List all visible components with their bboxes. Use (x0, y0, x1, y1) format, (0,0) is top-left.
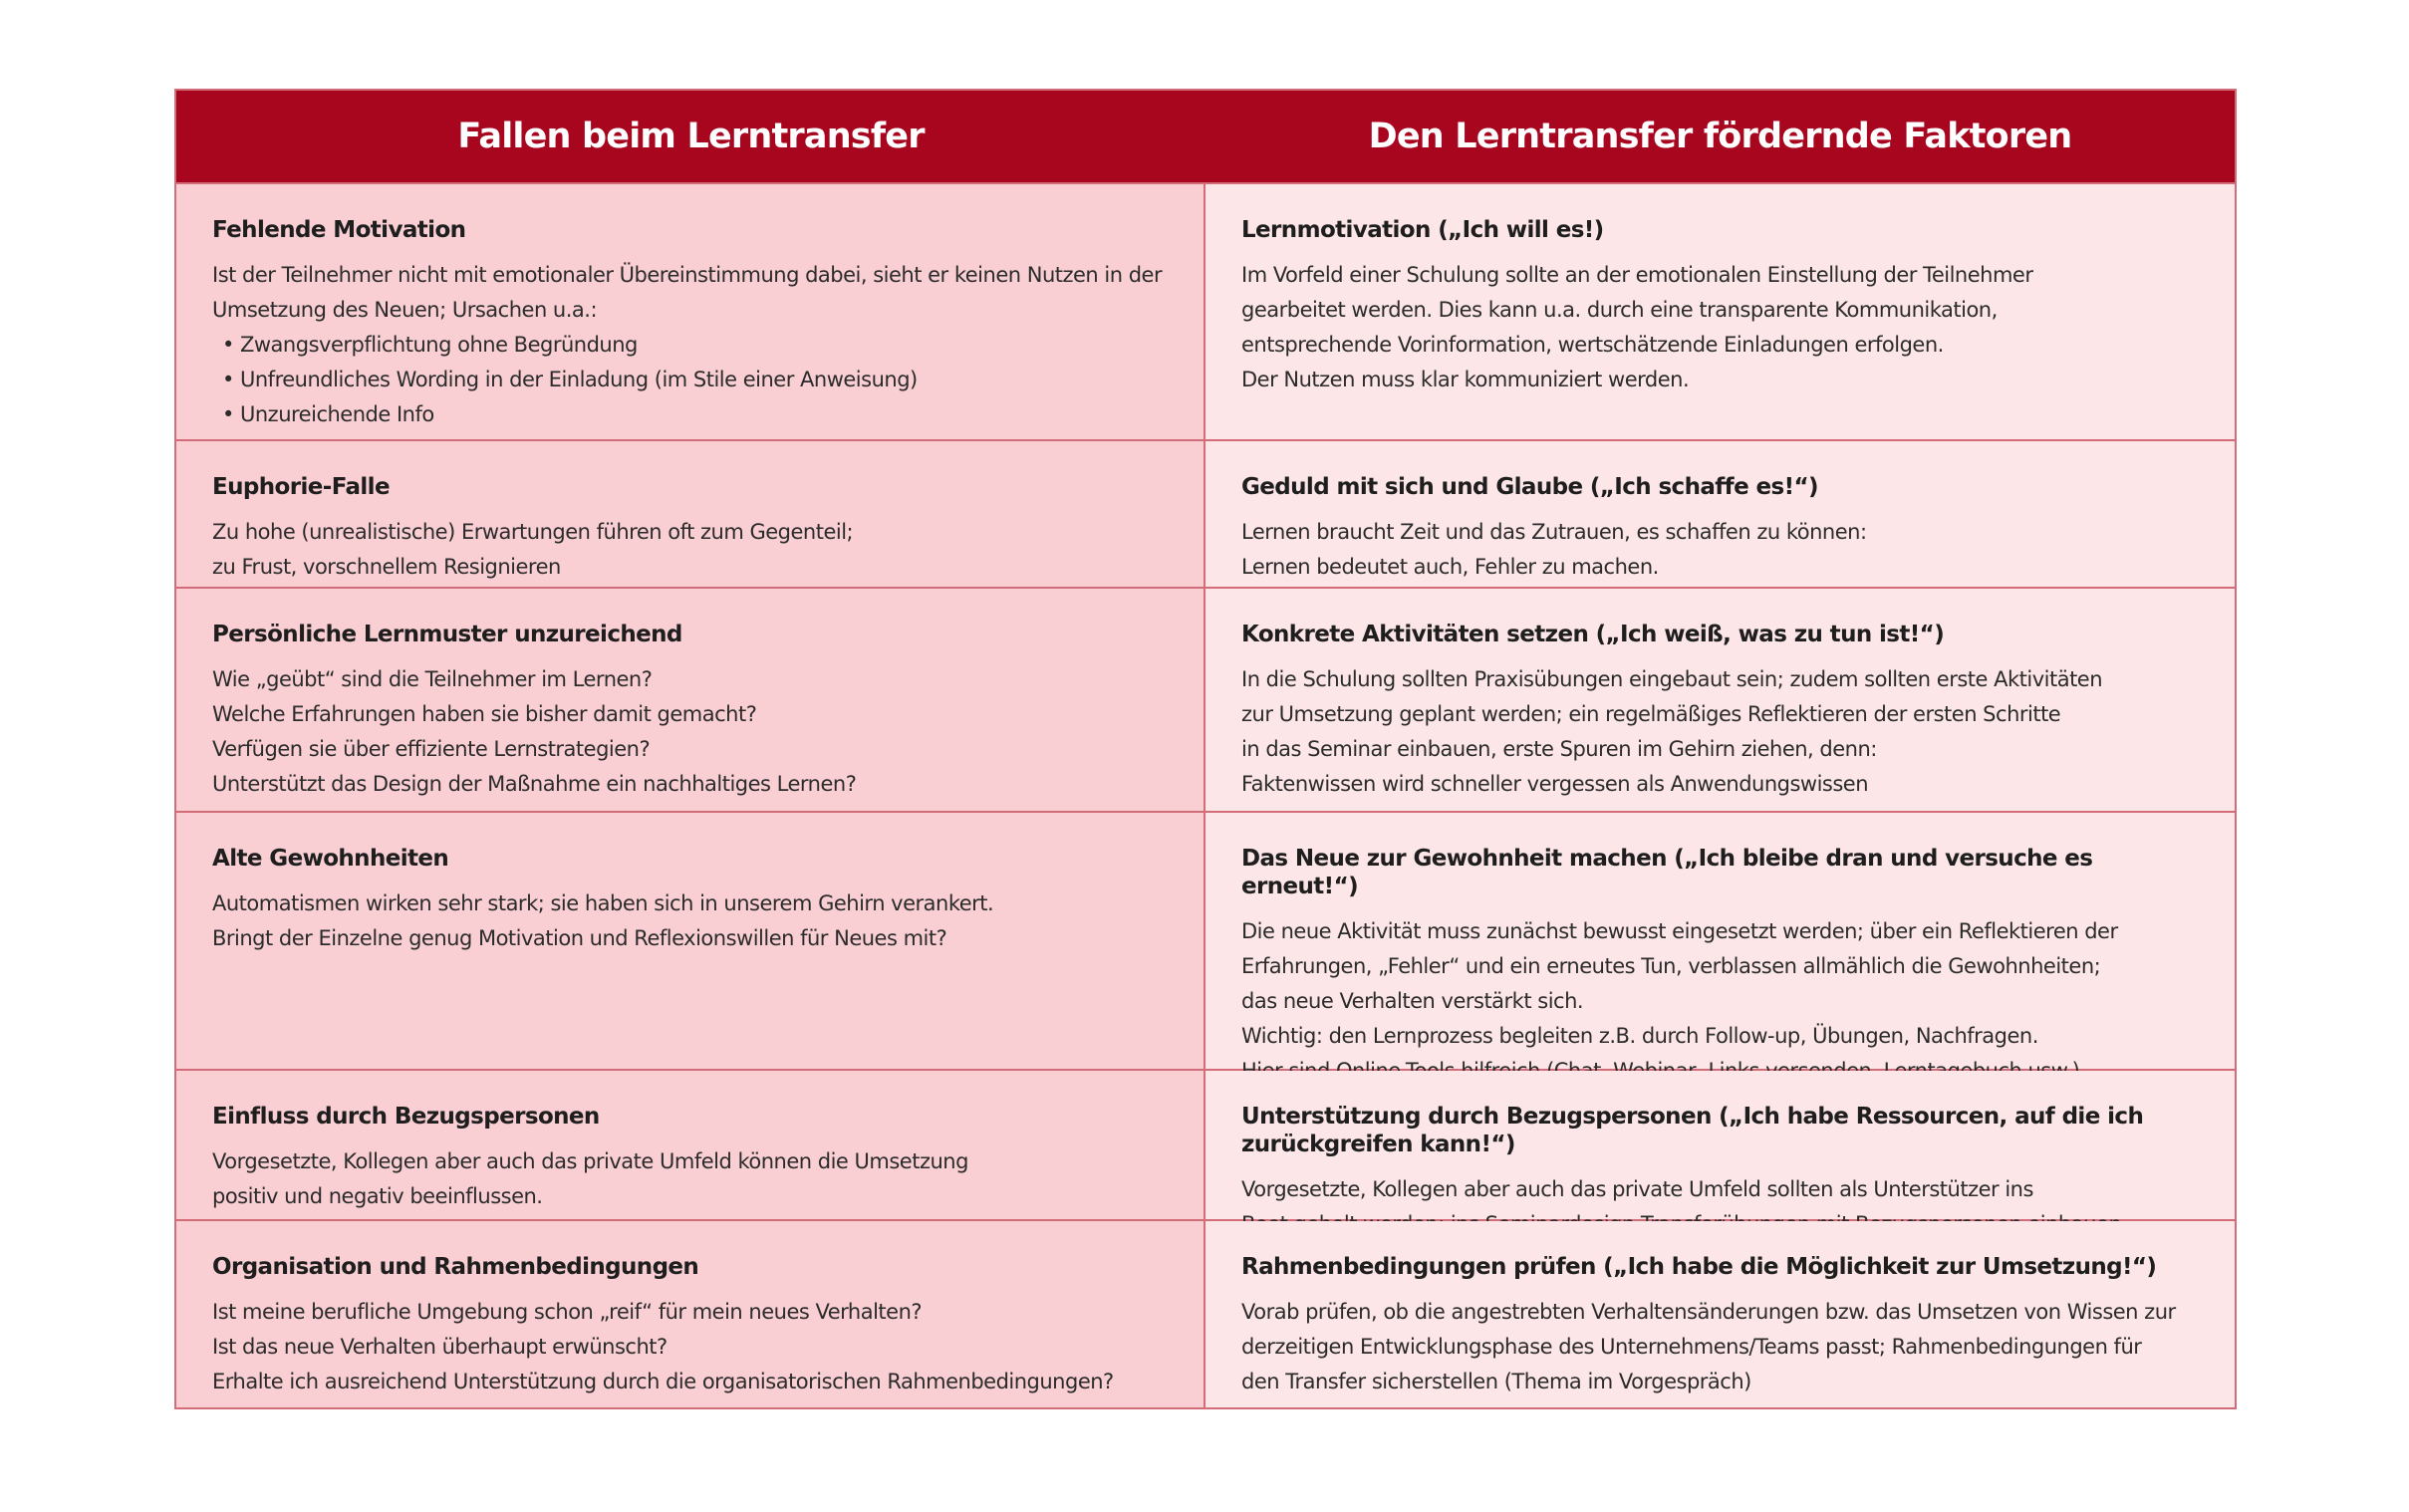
pitfall-title: Persönliche Lernmuster unzureichend (212, 622, 682, 647)
factor-title: Rahmenbedingungen prüfen („Ich habe die Möglichkeit zur Umsetzung!“) (1241, 1254, 2157, 1280)
text-line: zur Umsetzung geplant werden; ein regelmäßiges Reflektieren der ersten Schritte (1241, 702, 2061, 726)
table-body (176, 182, 2235, 1407)
text-line: Erfahrungen, „Fehler“ und ein erneutes Tun, verblassen allmählich die Gewohnheiten; (1241, 954, 2101, 978)
text-line: Zu hohe (unrealistische) Erwartungen führen oft zum Gegenteil; (212, 520, 854, 544)
text-line: Wie „geübt“ sind die Teilnehmer im Lernen? (212, 667, 653, 691)
text-line: In die Schulung sollten Praxisübungen eingebaut sein; zudem sollten erste Aktivitäten (1241, 667, 2103, 691)
factor-cell (1205, 1221, 2235, 1407)
pitfall-title: Euphorie-Falle (212, 474, 390, 500)
factor-title: Konkrete Aktivitäten setzen („Ich weiß, was zu tun ist!“) (1241, 622, 1945, 647)
factor-cell (1205, 813, 2235, 1069)
factor-title: Lernmotivation („Ich will es!) (1241, 217, 1604, 243)
text-line: Verfügen sie über effiziente Lernstrategien? (212, 737, 651, 761)
text-line: Erhalte ich ausreichend Unterstützung durch die organisatorischen Rahmenbedingungen? (212, 1370, 1114, 1393)
text-line: entsprechende Vorinformation, wertschätzende Einladungen erfolgen. (1241, 333, 1944, 357)
text-line: das neue Verhalten verstärkt sich. (1241, 989, 1584, 1013)
pitfall-cell (176, 589, 1205, 811)
table-row (176, 811, 2235, 1069)
text-line: Lernen bedeutet auch, Fehler zu machen. (1241, 555, 1659, 579)
text-line: Vorgesetzte, Kollegen aber auch das private Umfeld sollten als Unterstützer ins (1241, 1177, 2033, 1201)
text-line: derzeitigen Entwicklungsphase des Unternehmens/Teams passt; Rahmenbedingungen für (1241, 1335, 2142, 1359)
factor-title: Das Neue zur Gewohnheit machen („Ich bleibe dran und versuche es erneut!“) (1241, 846, 2093, 899)
text-line: Lernen braucht Zeit und das Zutrauen, es schaffen zu können: (1241, 520, 1867, 544)
bullet-text: Unzureichende Info (240, 402, 434, 426)
bullet-icon: • (222, 333, 234, 357)
pitfall-cell (176, 1071, 1205, 1219)
text-line: Wichtig: den Lernprozess begleiten z.B. durch Follow-up, Übungen, Nachfragen. (1241, 1024, 2038, 1048)
pitfall-cell (176, 813, 1205, 1069)
pitfall-cell (176, 1221, 1205, 1407)
pitfall-title: Fehlende Motivation (212, 217, 466, 243)
text-line: Unterstützt das Design der Maßnahme ein nachhaltiges Lernen? (212, 772, 857, 796)
pitfall-title: Organisation und Rahmenbedingungen (212, 1254, 699, 1280)
text-line: Umsetzung des Neuen; Ursachen u.a.: (212, 298, 598, 322)
bullet-text: Zwangsverpflichtung ohne Begründung (240, 333, 638, 357)
text-line: Vorgesetzte, Kollegen aber auch das private Umfeld können die Umsetzung (212, 1149, 968, 1173)
learning-transfer-table (174, 89, 2237, 1409)
bullet-icon: • (222, 402, 234, 426)
text-line: Automatismen wirken sehr stark; sie haben sich in unserem Gehirn verankert. (212, 891, 994, 915)
pitfall-title: Alte Gewohnheiten (212, 846, 449, 872)
header-success-factors: Den Lerntransfer fördernde Faktoren (1368, 117, 2072, 156)
factor-cell (1205, 184, 2235, 439)
table-row (176, 182, 2235, 439)
bullet-icon: • (222, 368, 234, 391)
text-line: in das Seminar einbauen, erste Spuren im Gehirn ziehen, denn: (1241, 737, 1877, 761)
pitfall-cell (176, 184, 1205, 439)
table-row (176, 587, 2235, 811)
text-line: Ist der Teilnehmer nicht mit emotionaler Übereinstimmung dabei, sieht er keinen Nutzen in der (212, 263, 1163, 287)
text-line: positiv und negativ beeinflussen. (212, 1184, 543, 1208)
text-line: Faktenwissen wird schneller vergessen als Anwendungswissen (1241, 772, 1869, 796)
text-line: Ist meine berufliche Umgebung schon „reif“ für mein neues Verhalten? (212, 1300, 923, 1324)
bullet-text: Unfreundliches Wording in der Einladung (im Stile einer Anweisung) (240, 368, 918, 391)
factor-title: Unterstützung durch Bezugspersonen („Ich habe Ressourcen, auf die ich zurückgreifen kann!“) (1241, 1104, 2144, 1157)
text-line: Bringt der Einzelne genug Motivation und Reflexionswillen für Neues mit? (212, 926, 947, 950)
bullet-item (212, 328, 1168, 363)
table-header (176, 91, 2235, 182)
text-line: Vorab prüfen, ob die angestrebten Verhaltensänderungen bzw. das Umsetzen von Wissen zur (1241, 1300, 2176, 1324)
text-line: den Transfer sicherstellen (Thema im Vorgespräch) (1241, 1370, 1751, 1393)
pitfall-title: Einfluss durch Bezugspersonen (212, 1104, 600, 1130)
text-line: zu Frust, vorschnellem Resignieren (212, 555, 561, 579)
text-line: Der Nutzen muss klar kommuniziert werden. (1241, 368, 1690, 391)
table-row (176, 439, 2235, 587)
text-line: Im Vorfeld einer Schulung sollte an der emotionalen Einstellung der Teilnehmer (1241, 263, 2033, 287)
pitfall-cell (176, 441, 1205, 587)
header-pitfalls: Fallen beim Lerntransfer (457, 117, 925, 156)
text-line: gearbeitet werden. Dies kann u.a. durch eine transparente Kommunikation, (1241, 298, 1998, 322)
bullet-item (212, 363, 1168, 397)
text-line: Die neue Aktivität muss zunächst bewusst eingesetzt werden; über ein Reflektieren der (1241, 919, 2118, 943)
text-line: Welche Erfahrungen haben sie bisher damit gemacht? (212, 702, 757, 726)
factor-cell (1205, 441, 2235, 587)
factor-cell (1205, 589, 2235, 811)
bullet-item (212, 397, 1168, 432)
table-row (176, 1069, 2235, 1219)
factor-cell (1205, 1071, 2235, 1219)
factor-title: Geduld mit sich und Glaube („Ich schaffe es!“) (1241, 474, 1818, 500)
text-line: Ist das neue Verhalten überhaupt erwünscht? (212, 1335, 668, 1359)
table-row (176, 1219, 2235, 1407)
